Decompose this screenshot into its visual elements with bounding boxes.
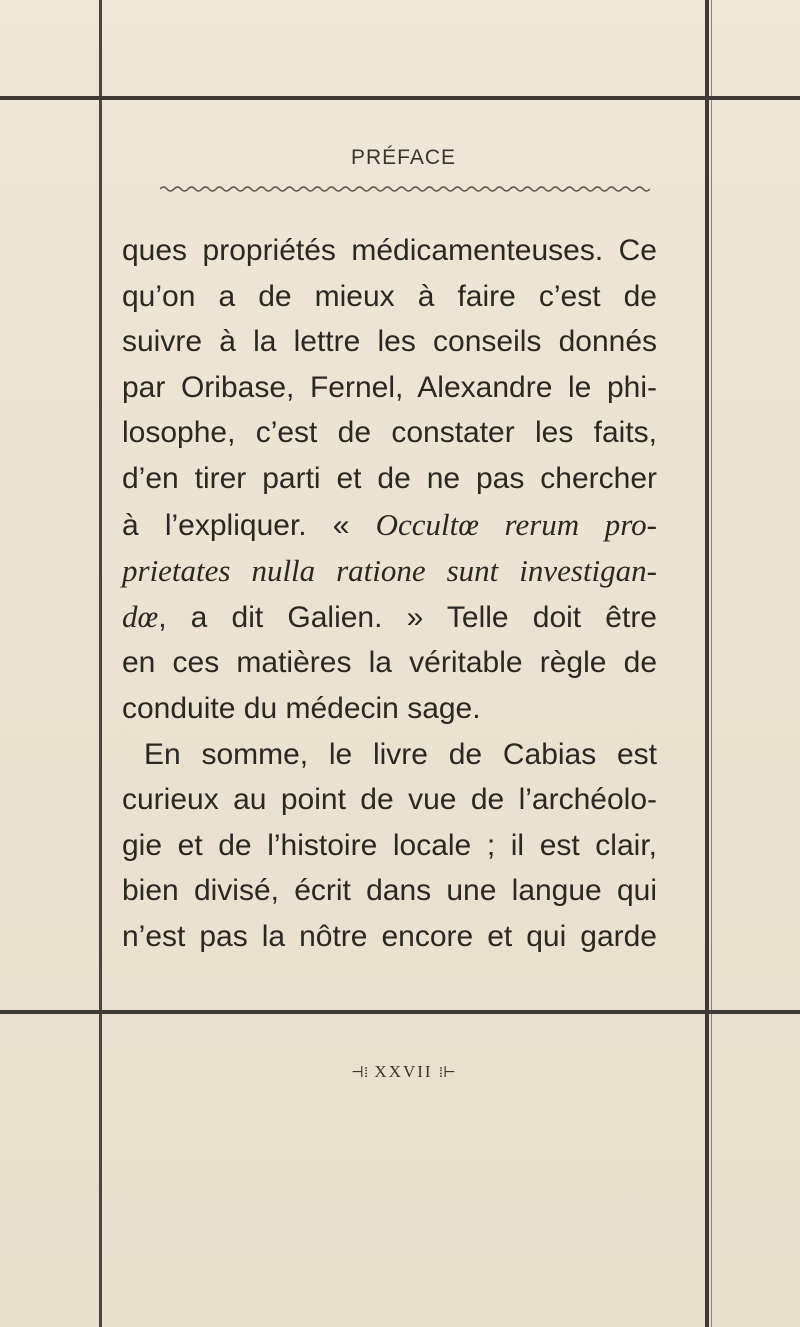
folio-number: XXVII <box>374 1062 433 1081</box>
frame-rule-left <box>99 0 102 1327</box>
text-run: à l’expliquer. « <box>122 508 376 542</box>
text-line: gie et de l’histoire locale ; il est clair, <box>122 828 657 862</box>
text-line: bien divisé, écrit dans une langue qui <box>122 874 657 908</box>
running-head: PRÉFACE <box>350 146 457 169</box>
text-line: en ces matières la véritable règle de <box>122 646 657 680</box>
frame-rule-bottom <box>0 1010 800 1014</box>
wavy-rule-icon <box>160 184 650 194</box>
latin-quote: Occultœ rerum pro- <box>375 506 657 542</box>
latin-quote: dœ <box>122 598 159 634</box>
page-number <box>102 1062 705 1082</box>
body-text <box>122 228 657 960</box>
text-line: En somme, le livre de Cabias est <box>144 737 657 771</box>
text-line: d’en tirer parti et de ne pas chercher <box>122 461 657 495</box>
text-line: curieux au point de vue de l’archéolo- <box>122 783 657 817</box>
text-line: losophe, c’est de constater les faits, <box>122 416 657 450</box>
frame-rule-right <box>705 0 709 1327</box>
text-line: par Oribase, Fernel, Alexandre le phi- <box>122 370 657 404</box>
text-run: , a dit Galien. » Telle doit être <box>158 600 657 634</box>
frame-rule-top <box>0 96 800 100</box>
text-line <box>122 594 657 641</box>
folio-ornament-left-icon: ⊣⁞ <box>351 1065 369 1081</box>
text-line: n’est pas la nôtre encore et qui garde <box>122 919 657 953</box>
latin-quote-line: prietates nulla ratione sunt investigan- <box>122 553 657 589</box>
text-line: qu’on a de mieux à faire c’est de <box>122 279 657 313</box>
text-line: ques propriétés médicamenteuses. Ce <box>122 234 657 267</box>
folio-ornament-right-icon: ⁞⊢ <box>438 1065 456 1081</box>
text-line: conduite du médecin sage. <box>122 691 481 725</box>
text-line: suivre à la lettre les conseils donnés <box>122 325 657 359</box>
frame-rule-right-thin <box>711 0 712 1327</box>
text-line <box>122 502 657 549</box>
